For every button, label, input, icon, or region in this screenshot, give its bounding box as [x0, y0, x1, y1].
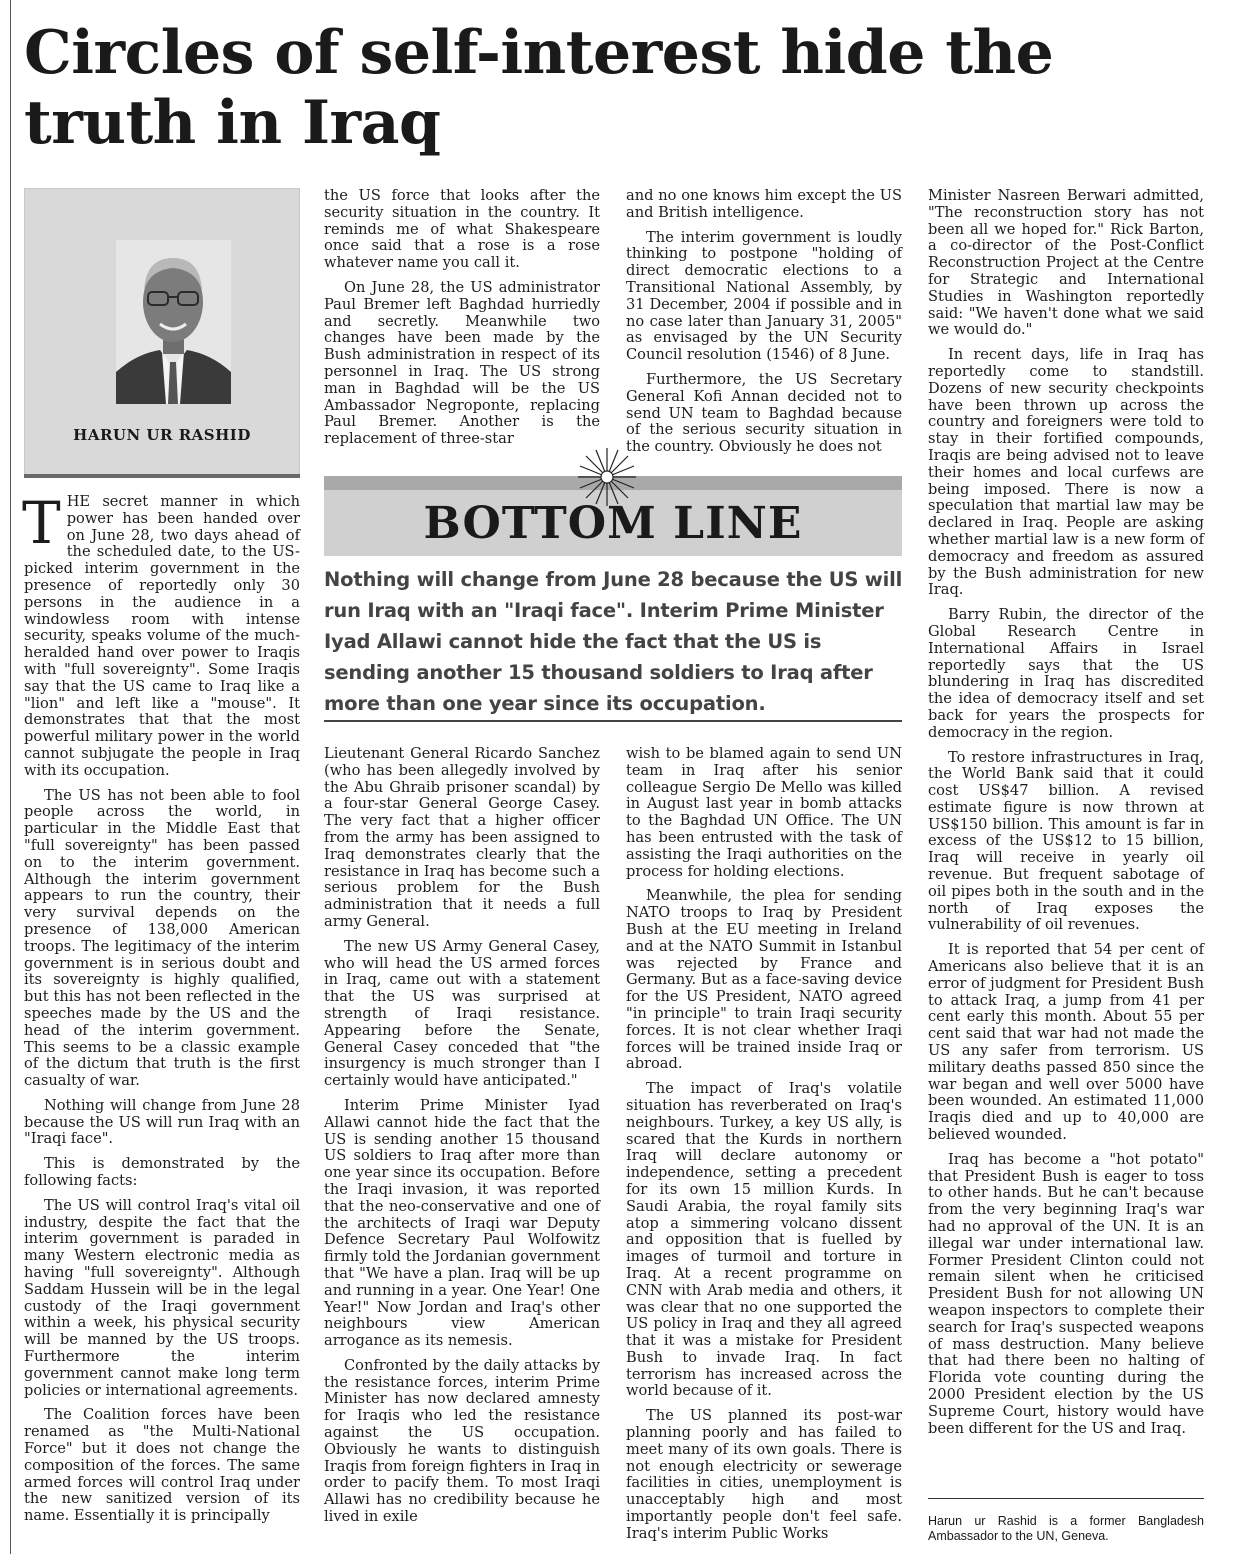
article-column-3-top [626, 188, 902, 464]
article-paragraph: The interim government is loudly thinking to postpone "holding of direct democratic elections to a Transitional National Assembly, by 31 December, 2004 if possible and in no case later than January 31, 2005" as envisaged by the UN Security Council resolution (1546) of 8 June. [626, 228, 902, 364]
article-paragraph: wish to be blamed again to send UN team in Iraq after his senior colleague Sergio De Mello was killed in August last year in bomb attacks to the Baghdad UN Office. The UN has been entrusted with the task of assisting the Iraqi authorities on the process for holding elections. [626, 745, 902, 880]
starburst-icon [578, 448, 636, 506]
bottom-line-title: BOTTOM LINE [423, 498, 803, 549]
article-paragraph: The US planned its post-war planning poorly and has failed to meet many of its own goals. There is not enough electricity or sewerage facilities in cities, unemployment is unacceptably high and most importantly people don't feel safe. Iraq's interim Public Works [626, 1407, 902, 1542]
left-margin-rule [10, 0, 11, 1554]
article-paragraph: Furthermore, the US Secretary General Kofi Annan decided not to send UN team to Baghdad because of the serious security situation in the country. Obviously he does not [626, 370, 902, 456]
article-paragraph: In recent days, life in Iraq has reportedly come to standstill. Dozens of new security checkpoints have been thrown up across the country and foreigners were told to stay in their fortified compounds, Iraqis are being advised not to leave their homes and local curfews are being imposed. There is now a speculation that martial law may be declared in Iraq. People are asking whether martial law is a new form of democracy and freedom as assured by the Bush administration for new Iraq. [928, 346, 1204, 599]
article-paragraph: Confronted by the daily attacks by the resistance forces, interim Prime Minister has now declared amnesty for Iraqis who led the resistance against the US occupation. Obviously he wants to distinguish Iraqis from foreign fighters in Iraq in order to pacify them. To most Iraqi Allawi has no credibility because he lived in exile [324, 1356, 600, 1526]
bottom-line-bottom-rule [324, 720, 902, 722]
author-photo-box [24, 188, 300, 476]
article-paragraph: THE secret manner in which power has been handed over on June 28, two days ahead of the scheduled date, to the US-picked interim government in the presence of reportedly only 30 persons in the audience in a windowless room with intense security, speaks volume of the much-heralded hand over power to Iraqis with "full sovereignty". Some Iraqis say that the US came to Iraq like a "lion" and left like a "mouse". It demonstrates that that the most powerful military power in the world cannot subjugate the people in Iraq with its occupation. [22, 489, 300, 779]
article-paragraph: Meanwhile, the plea for sending NATO troops to Iraq by President Bush at the EU meeting in Ireland and at the NATO Summit in Istanbul was rejected by France and Germany. But as a face-saving device for the US President, NATO agreed "in principle" to train Iraqi security forces. It is not clear whether Iraqi forces will be trained inside Iraq or abroad. [626, 887, 902, 1073]
drop-cap: T [22, 489, 61, 557]
article-paragraph: and no one knows him except the US and British intelligence. [626, 187, 902, 221]
article-paragraph: On June 28, the US administrator Paul Bremer left Baghdad hurriedly and secretly. Meanwhile two changes have been made by the Bush administration in respect of its personnel in Iraq. The US strong man in Baghdad will be the US Ambassador Negroponte, replacing Paul Bremer. Another is the replacement of three-star [324, 278, 600, 448]
author-photo [116, 240, 231, 404]
article-paragraph: Lieutenant General Ricardo Sanchez (who has been allegedly involved by the Abu Ghraib prisoner scandal) by a four-star General George Casey. The very fact that a higher officer from the army has been assigned to Iraq demonstrates clearly that the resistance in Iraq has become such a serious problem for the Bush administration that it needs a full army General. [324, 745, 600, 930]
article-paragraph: It is reported that 54 per cent of Americans also believe that it is an error of judgment for President Bush to attack Iraq, a jump from 41 per cent early this month. About 55 per cent said that war had not made the US any safer from terrorism. US military deaths passed 850 since the war began and well over 5000 have been wounded. An estimated 11,000 Iraqis died and up to 40,000 are believed wounded. [928, 941, 1204, 1144]
article-paragraph: The new US Army General Casey, who will head the US armed forces in Iraq, came out with a statement that the US was surprised at strength of Iraqi resistance. Appearing before the Senate, General Casey conceded that "the insurgency is much stronger than I certainly would have anticipated." [324, 937, 600, 1090]
article-paragraph: the US force that looks after the security situation in the country. It reminds me of what Shakespeare once said that a rose is a rose whatever name you call it. [324, 187, 600, 272]
article-paragraph: This is demonstrated by the following facts: [24, 1155, 300, 1190]
article-paragraph: Iraq has become a "hot potato" that President Bush is eager to toss to other hands. But he can't because from the very beginning Iraq's war had no approval of the UN. It is an illegal war under international law. Former President Clinton could not remain silent when he criticised President Bush for not allowing UN weapon inspectors to complete their search for Iraq's suspected weapons of mass destruction. Many believe that had there been no halting of Florida vote counting during the 2000 President election by the US Supreme Court, history would have been different for the US and Iraq. [928, 1150, 1204, 1437]
photo-box-bottom-rule [24, 474, 300, 478]
article-column-3-bottom [626, 746, 902, 1551]
article-paragraph: To restore infrastructures in Iraq, the World Bank said that it could cost US$47 billion. A revised estimate figure is now thrown at US$150 billion. This amount is far in excess of the US$12 to 15 billion, Iraq will receive in yearly oil revenue. But frequent sabotage of oil pipes both in the south and in the north of Iraq exposes the vulnerability of oil revenues. [928, 748, 1204, 934]
article-paragraph: Minister Nasreen Berwari admitted, "The reconstruction story has not been all we hoped for." Rick Barton, a co-director of the Post-Conflict Reconstruction Project at the Centre for Strategic and International Studies in Washington reportedly said: "We haven't done what we said we would do." [928, 187, 1204, 339]
article-paragraph: Barry Rubin, the director of the Global Research Centre in International Affairs in Israel reportedly says that the US blundering in Iraq has discredited the idea of democracy itself and set back for years the prospects for democracy in the region. [928, 606, 1204, 741]
article-paragraph: The US will control Iraq's vital oil industry, despite the fact that the interim government is paraded in many Western electronic media as having "full sovereignty". Although Saddam Hussein will be in the legal custody of the Iraqi government within a week, his physical security will be manned by the US troops. Furthermore the interim government cannot make long term policies or international agreements. [24, 1196, 300, 1399]
author-byline: HARUN UR RASHID [73, 426, 251, 444]
author-footnote: Harun ur Rashid is a former Bangladesh Ambassador to the UN, Geneva. [928, 1514, 1204, 1543]
article-paragraph: The impact of Iraq's volatile situation has reverberated on Iraq's neighbours. Turkey, a key US ally, is scared that the Kurds in northern Iraq will declare autonomy or independence, setting a precedent for its own 15 million Kurds. In Saudi Arabia, the royal family sits atop a simmering volcano dissent and opposition that is fuelled by images of turmoil and torture in Iraq. At a recent programme on CNN with Arab media and others, it was clear that no one supported the US policy in Iraq and they all agreed that it was a mistake for President Bush to invade Iraq. In fact terrorism has increased across the world because of it. [626, 1080, 902, 1400]
article-column-2-top [324, 188, 600, 456]
bottom-line-text: Nothing will change from June 28 because the US will run Iraq with an "Iraqi face". Interim Prime Minister Iyad Allawi cannot hide the fact that the US is sending another 15 thousand soldiers to Iraq after more than one year since its occupation. [324, 568, 903, 715]
article-column-4 [928, 188, 1204, 1445]
article-paragraph: Interim Prime Minister Iyad Allawi cannot hide the fact that the US is sending another 15 thousand US soldiers to Iraq after more than one year since its occupation. Before the Iraqi invasion, it was reported that the neo-conservative and one of the architects of Iraqi war Deputy Defence Secretary Paul Wolfowitz firmly told the Jordanian government that "We have a plan. Iraq will be up and running in a year. One Year! One Year!" Now Jordan and Iraq's other neighbours view American arrogance as its nemesis. [324, 1096, 600, 1350]
article-paragraph: The Coalition forces have been renamed as "the Multi-National Force" but it does not change the composition of the forces. The same armed forces will control Iraq under the new sanitized version of its name. Essentially it is principally [24, 1406, 300, 1525]
article-paragraph: The US has not been able to fool people across the world, in particular in the Middle East that "full sovereignty" has been passed on to the interim government. Although the interim government appears to run the country, their very survival depends on the presence of 138,000 American troops. The legitimacy of the interim government is in serious doubt and its sovereignty is highly qualified, but this has not been reflected in the speeches made by the US and the head of the interim government. This seems to be a classic example of the dictum that truth is the first casualty of war. [24, 786, 300, 1090]
article-column-2-bottom [324, 746, 600, 1534]
headline: Circles of self-interest hide the truth in Iraq [24, 18, 1054, 158]
footnote-rule [928, 1498, 1204, 1499]
article-column-1 [22, 489, 300, 1533]
article-paragraph: Nothing will change from June 28 because the US will run Iraq with an "Iraqi face". [24, 1096, 300, 1148]
